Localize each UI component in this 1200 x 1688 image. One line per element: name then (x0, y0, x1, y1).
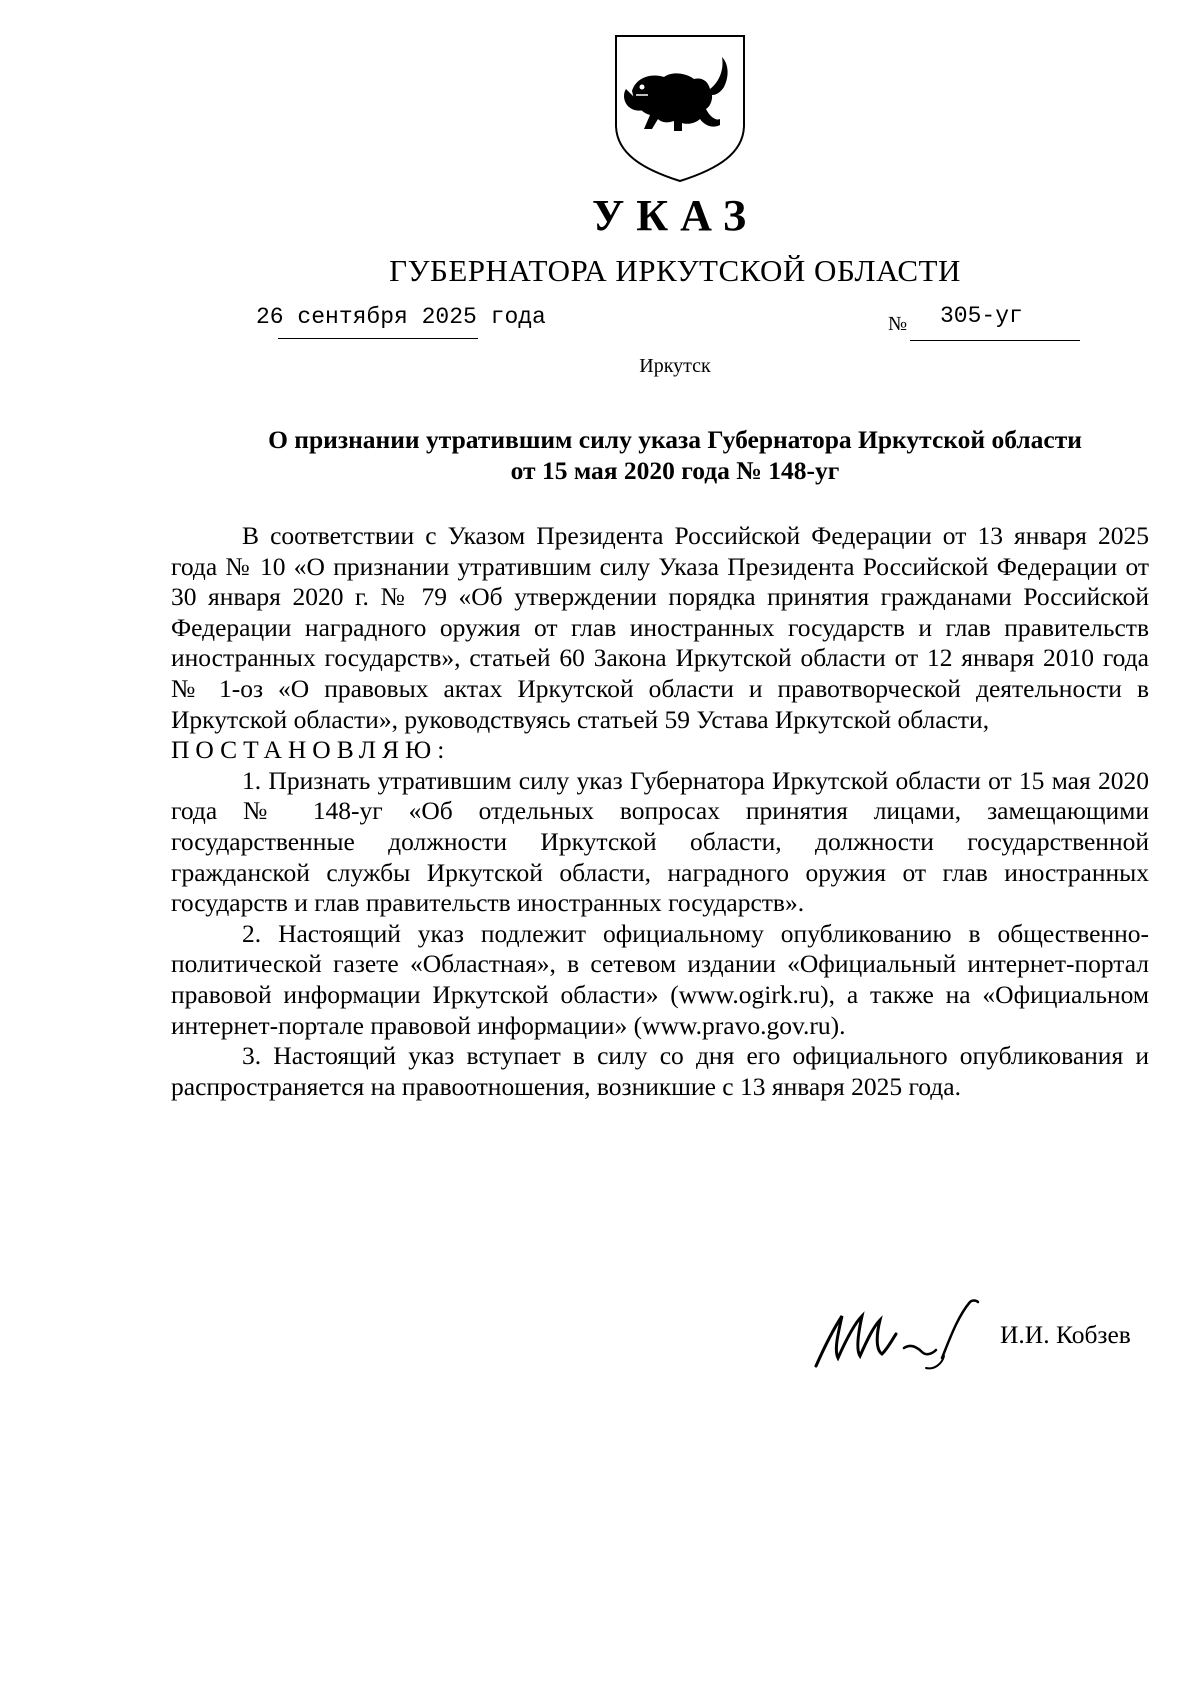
document-heading (160, 424, 1190, 486)
date-underline (278, 338, 478, 339)
number-sign: № (888, 313, 908, 335)
decree-date-block (256, 304, 546, 330)
signature-icon (808, 1288, 988, 1378)
heading-line-2: от 15 мая 2020 года № 148-уг (510, 456, 840, 485)
decree-date: 26 сентября 2025 года (256, 304, 546, 330)
city-label: Иркутск (639, 355, 711, 377)
preamble-paragraph: В соответствии с Указом Президента Российской Федерации от 13 января 2025 года № 10 «О признании утратившим силу Указа Президента Российской Федерации от 30 января 2020 г. № 79 «Об утверждении порядка принятия гражданами Российской Федерации наградного оружия от глав иностранных государств и глав правительств иностранных государств», статьей 60 Закона Иркутской области от 12 января 2010 года № 1-оз «О правовых актах Иркутской области и правотворческой деятельности в Иркутской области», руководствуясь статьей 59 Устава Иркутской области, (171, 521, 1149, 734)
item-3-paragraph: 3. Настоящий указ вступает в силу со дня его официального опубликования и распространяется на правоотношения, возникшие с 13 января 2025 года. (171, 1041, 1149, 1101)
decree-word: ПОСТАНОВЛЯЮ: (171, 735, 451, 765)
document-type-title: УКАЗ (591, 191, 759, 240)
document-body (171, 521, 1149, 1102)
number-underline (910, 340, 1080, 341)
coat-of-arms-icon (612, 33, 748, 183)
item-1-paragraph: 1. Признать утратившим силу указ Губернатора Иркутской области от 15 мая 2020 года № 148-уг «Об отдельных вопросах принятия лицами, замещающими государственные должности Иркутской области, должности государственной гражданской службы Иркутской области, наградного оружия от глав иностранных государств и глав правительств иностранных государств». (171, 765, 1149, 918)
heading-line-1: О признании утратившим силу указа Губернатора Иркутской области (268, 425, 1082, 454)
issuer-title: ГУБЕРНАТОРА ИРКУТСКОЙ ОБЛАСТИ (389, 253, 961, 288)
decree-number: 305-уг (940, 303, 1023, 329)
item-2-paragraph: 2. Настоящий указ подлежит официальному опубликованию в общественно-политической газете «Областная», в сетевом издании «Официальный интернет-портал правовой информации Иркутской области» (www.ogirk.ru), а также на «Официальном интернет-портале правовой информации» (www.pravo.gov.ru). (171, 918, 1149, 1040)
signatory-name: И.И. Кобзев (1000, 1320, 1131, 1349)
